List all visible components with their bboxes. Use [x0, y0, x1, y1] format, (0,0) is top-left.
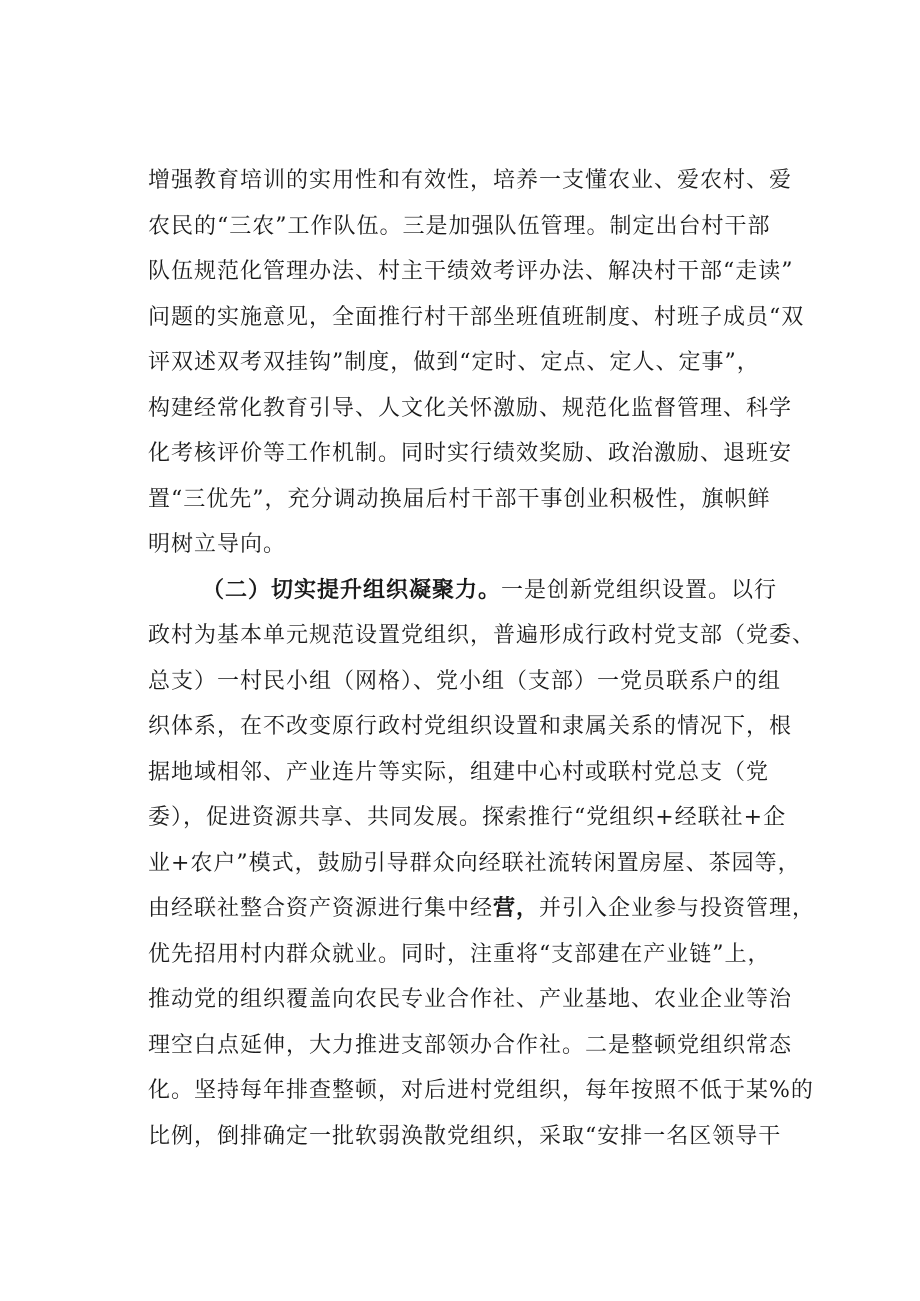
text-line: 化。坚持每年排查整顿，对后进村党组织，每年按照不低于某%的 — [148, 1078, 814, 1103]
paragraph-1 — [148, 158, 818, 568]
text-line: 理空白点延伸，大力推进支部领办合作社。二是整顿党组织常态 — [148, 1032, 793, 1058]
text-line: 优先招用村内群众就业。同时，注重将“支部建在产业链”上， — [148, 941, 771, 967]
text-line: 明树立导向。 — [148, 532, 287, 557]
text-line: 总支）一村民小组（网格）、党小组（支部）一党员联系户的组 — [148, 668, 782, 694]
text-line — [148, 568, 818, 614]
text-line: 评双述双考双挂钩”制度，做到“定时、定点、定人、定事”， — [148, 350, 760, 375]
text-segment: 并引入企业参与投资管理， — [539, 896, 816, 921]
text-line: 化考核评价等工作机制。同时实行绩效奖励、政治激励、退班安 — [148, 441, 793, 466]
text-line: 推动党的组织覆盖向农民专业合作社、产业基地、农业企业等治 — [148, 987, 793, 1012]
text-line: 据地域相邻、产业连片等实际，组建中心村或联村党总支（党 — [148, 759, 770, 785]
text-line: 队伍规范化管理办法、村主干绩效考评办法、解决村干部“走读” — [148, 259, 794, 284]
text-line: 问题的实施意见，全面推行村干部坐班值班制度、村班子成员“双 — [148, 304, 805, 330]
text-line: 委），促进资源共享、共同发展。探索推行“党组织+经联社+企 — [148, 805, 787, 830]
text-line — [148, 886, 818, 932]
text-line: 构建经常化教育引导、人文化关怀激励、规范化监督管理、科学 — [148, 395, 793, 421]
bold-segment: 营， — [493, 895, 540, 921]
text-line: 业+农户”模式，鼓励引导群众向经联社流转闲置房屋、茶园等， — [148, 850, 801, 876]
heading-continuation: 一是创新党组织设置。以行 — [501, 577, 778, 603]
text-segment: 由经联社整合资产资源进行集中经 — [148, 896, 494, 921]
text-line: 织体系，在不改变原行政村党组织设置和隶属关系的情况下，根 — [148, 714, 793, 739]
text-line: 政村为基本单元规范设置党组织，普遍形成行政村党支部（党委、 — [148, 623, 816, 648]
text-line: 置“三优先”，充分调动换届后村干部干事创业积极性，旗帜鲜 — [148, 486, 771, 512]
document-body — [148, 158, 818, 1159]
paragraph-2 — [148, 568, 818, 1160]
text-line: 增强教育培训的实用性和有效性，培养一支懂农业、爱农村、爱 — [148, 168, 793, 193]
text-line: 比例，倒排确定一批软弱涣散党组织，采取“安排一名区领导干 — [148, 1123, 782, 1149]
section-heading: （二）切实提升组织凝聚力。 — [202, 576, 502, 603]
text-line: 农民的“三农”工作队伍。三是加强队伍管理。制定出台村干部 — [148, 213, 771, 239]
